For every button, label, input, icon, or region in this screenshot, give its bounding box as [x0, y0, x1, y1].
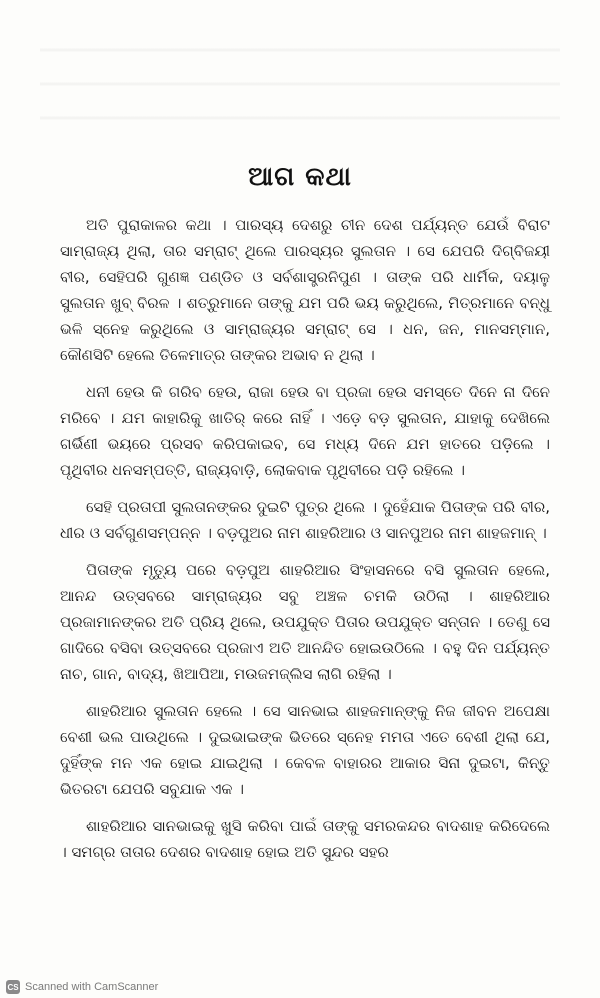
show-through-texture: [40, 30, 560, 150]
body-text: [60, 212, 550, 876]
paragraph: ଅତି ପୁରାକାଳର କଥା । ପାରସ୍ୟ ଦେଶରୁ ଚୀନ ଦେଶ ପର୍ଯ୍ୟନ୍ତ ଯେଉଁ ବିରାଟ ସାମ୍ରାଜ୍ୟ ଥିଲା, ତାର ସମ୍ରାଟ୍ ଥିଲେ ପାରସ୍ୟର ସୁଲତାନ । ସେ ଯେପରି ଦିଗ୍‌ବିଜୟୀ ବୀର, ସେହିପରି ଗୁଣଜ୍ଞ ପଣ୍ଡିତ ଓ ସର୍ବଶାସ୍ତ୍ରନିପୁଣ । ତାଙ୍କ ପରି ଧାର୍ମିକ, ଦୟାଳୁ ସୁଲତାନ ଖୁବ୍ ବିରଳ । ଶତ୍ରୁମାନେ ତାଙ୍କୁ ଯମ ପରି ଭୟ କରୁଥିଲେ, ମିତ୍ରମାନେ ବନ୍ଧୁ ଭଳି ସ୍ନେହ କରୁଥିଲେ ଓ ସାମ୍ରାଜ୍ୟର ସମ୍ରାଟ୍ ସେ । ଧନ, ଜନ, ମାନସମ୍ମାନ, କୌଣସିଟି ହେଲେ ତିଳେମାତ୍ର ତାଙ୍କର ଅଭାବ ନ ଥିଲା ।: [60, 216, 550, 364]
paragraph: ଧନୀ ହେଉ କି ଗରିବ ହେଉ, ରାଜା ହେଉ ବା ପ୍ରଜା ହେଉ ସମସ୍ତେ ଦିନେ ନା ଦିନେ ମରିବେ । ଯମ କାହାରିକୁ ଖାତିର୍ କରେ ନାହିଁ । ଏଡ଼େ ବଡ଼ ସୁଲତାନ, ଯାହାକୁ ଦେଖିଲେ ଗର୍ଭିଣୀ ଭୟରେ ପ୍ରସବ କରିପକାଇବ, ସେ ମଧ୍ୟ ଦିନେ ଯମ ହାତରେ ପଡ଼ିଲେ । ପୃଥିବୀର ଧନସମ୍ପତ୍ତି, ରାଜ୍ୟବାଡ଼ି, ଲୋକବାକ ପୃଥିବୀରେ ପଡ଼ି ରହିଲେ ।: [60, 383, 550, 479]
paragraph: ପିତାଙ୍କ ମୃତ୍ୟୁ ପରେ ବଡ଼ପୁଅ ଶାହରିଆର ସିଂହାସନରେ ବସି ସୁଲତାନ ହେଲେ, ଆନନ୍ଦ ଉତ୍ସବରେ ସାମ୍ରାଜ୍ୟର ସବୁ ଅଞ୍ଚଳ ଚମକି ଉଠିଲା । ଶାହରିଆର ପ୍ରଜାମାନଙ୍କର ଅତି ପ୍ରିୟ ଥିଲେ, ଉପଯୁକ୍ତ ପିତାର ଉପଯୁକ୍ତ ସନ୍ତାନ । ତେଣୁ ସେ ଗାଦିରେ ବସିବା ଉତ୍ସବରେ ପ୍ରଜାଏ ଅତି ଆନନ୍ଦିତ ହୋଇଉଠିଲେ । ବହୁ ଦିନ ପର୍ଯ୍ୟନ୍ତ ନାଚ, ଗାନ, ବାଦ୍ୟ, ଖିଆପିଆ, ମଉଜମଜ୍‌ଲିସ ଲାଗି ରହିଲା ।: [60, 561, 550, 683]
chapter-title: ଆଗ କଥା: [248, 162, 352, 192]
scanner-credit: Scanned with CamScanner: [25, 981, 159, 993]
scanner-watermark: [6, 980, 158, 994]
paragraph: ଶାହରିଆର ସୁଲତାନ ହେଲେ । ସେ ସାନଭାଇ ଶାହଜମାନ୍‌ଙ୍କୁ ନିଜ ଜୀବନ ଅପେକ୍ଷା ବେଶୀ ଭଲ ପାଉଥିଲେ । ଦୁଇଭାଇଙ୍କ ଭିତରେ ସ୍ନେହ ମମତା ଏତେ ବେଶୀ ଥିଲା ଯେ, ଦୁହିଁଙ୍କ ମନ ଏକ ହୋଇ ଯାଇଥିଲା । କେବଳ ବାହାରର ଆକାର ସିନା ଦୁଇଟା, କିନ୍ତୁ ଭିତରଟା ଯେପରି ସବୁଯାକ ଏକ ।: [60, 702, 550, 798]
paragraph: ସେହି ପ୍ରତାପୀ ସୁଲତାନଙ୍କର ଦୁଇଟି ପୁତ୍ର ଥିଲେ । ଦୁହେଁଯାକ ପିତାଙ୍କ ପରି ବୀର, ଧୀର ଓ ସର୍ବଗୁଣସମ୍ପନ୍ନ । ବଡ଼ପୁଅର ନାମ ଶାହରିଆର ଓ ସାନପୁଅର ନାମ ଶାହଜମାନ୍ ।: [60, 498, 550, 542]
camscanner-logo-icon: CS: [6, 980, 20, 994]
paragraph: ଶାହରିଆର ସାନଭାଇକୁ ଖୁସି କରିବା ପାଇଁ ତାଙ୍କୁ ସମରକନ୍ଦର ବାଦଶାହ କରିଦେଲେ । ସମଗ୍ର ତାତାର ଦେଶର ବାଦଶାହ ହୋଇ ଅତି ସୁନ୍ଦର ସହର: [60, 817, 550, 861]
